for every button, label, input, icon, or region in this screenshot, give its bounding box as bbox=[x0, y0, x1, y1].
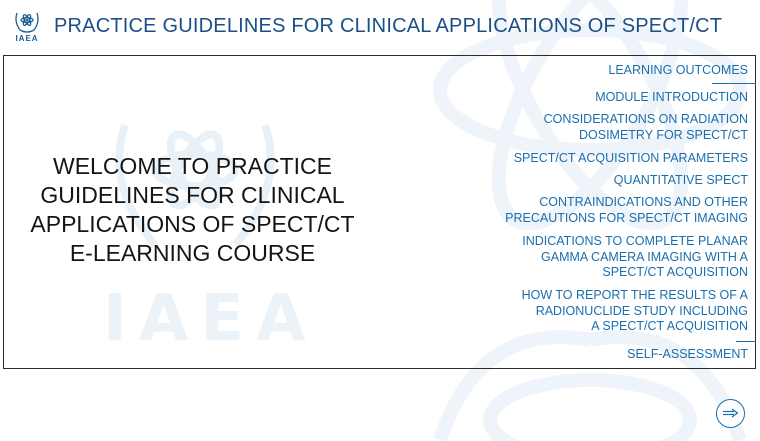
page-title: PRACTICE GUIDELINES FOR CLINICAL APPLICATIONS OF SPECT/CT bbox=[54, 15, 723, 37]
welcome-line: APPLICATIONS OF SPECT/CT bbox=[30, 211, 355, 237]
welcome-line: WELCOME TO PRACTICE bbox=[52, 153, 333, 179]
menu-item-module-introduction[interactable] bbox=[595, 90, 748, 106]
watermark-iaea-text: IAEA bbox=[103, 282, 318, 356]
welcome-heading bbox=[20, 152, 365, 268]
arrow-right-circle-icon bbox=[722, 408, 739, 418]
menu-item-label: SPECT/CT ACQUISITION PARAMETERS bbox=[513, 151, 748, 165]
menu-item-indications-planar-imaging[interactable] bbox=[522, 234, 748, 281]
menu-item-label: CONSIDERATIONS ON RADIATION bbox=[543, 112, 748, 126]
menu-item-label: DOSIMETRY FOR SPECT/CT bbox=[578, 127, 748, 142]
menu-item-label: SPECT/CT ACQUISITION bbox=[602, 265, 748, 279]
menu-divider bbox=[736, 341, 756, 342]
menu-item-label: CONTRAINDICATIONS AND OTHER bbox=[539, 195, 748, 209]
menu-item-self-assessment[interactable] bbox=[627, 347, 748, 363]
menu-item-label: HOW TO REPORT THE RESULTS OF A bbox=[521, 288, 748, 302]
menu-item-label: A SPECT/CT ACQUISITION bbox=[591, 319, 748, 333]
welcome-line: GUIDELINES FOR CLINICAL bbox=[40, 182, 345, 208]
iaea-logo bbox=[9, 9, 45, 49]
welcome-line: E-LEARNING COURSE bbox=[69, 240, 316, 266]
menu-item-how-to-report[interactable] bbox=[522, 288, 748, 335]
next-button[interactable] bbox=[716, 399, 745, 428]
menu-divider bbox=[712, 83, 756, 84]
menu-item-label: QUANTITATIVE SPECT bbox=[613, 173, 748, 187]
menu-item-learning-outcomes[interactable] bbox=[608, 63, 748, 79]
menu-item-label: LEARNING OUTCOMES bbox=[608, 63, 748, 77]
iaea-atom-emblem-icon bbox=[13, 9, 41, 35]
menu-item-radiation-dosimetry[interactable] bbox=[544, 112, 748, 143]
menu-item-label: SELF-ASSESSMENT bbox=[627, 347, 748, 361]
menu-item-quantitative-spect[interactable] bbox=[614, 173, 748, 189]
menu-item-label: INDICATIONS TO COMPLETE PLANAR bbox=[522, 234, 748, 248]
menu-item-label: RADIONUCLIDE STUDY INCLUDING bbox=[535, 303, 748, 318]
menu-item-label: MODULE INTRODUCTION bbox=[595, 90, 748, 104]
menu-item-label: GAMMA CAMERA IMAGING WITH A bbox=[541, 249, 748, 264]
menu-item-contraindications[interactable] bbox=[505, 195, 748, 226]
menu-item-acquisition-parameters[interactable] bbox=[514, 151, 748, 167]
menu-item-label: PRECAUTIONS FOR SPECT/CT IMAGING bbox=[505, 210, 748, 225]
iaea-logo-text: IAEA bbox=[15, 34, 39, 43]
